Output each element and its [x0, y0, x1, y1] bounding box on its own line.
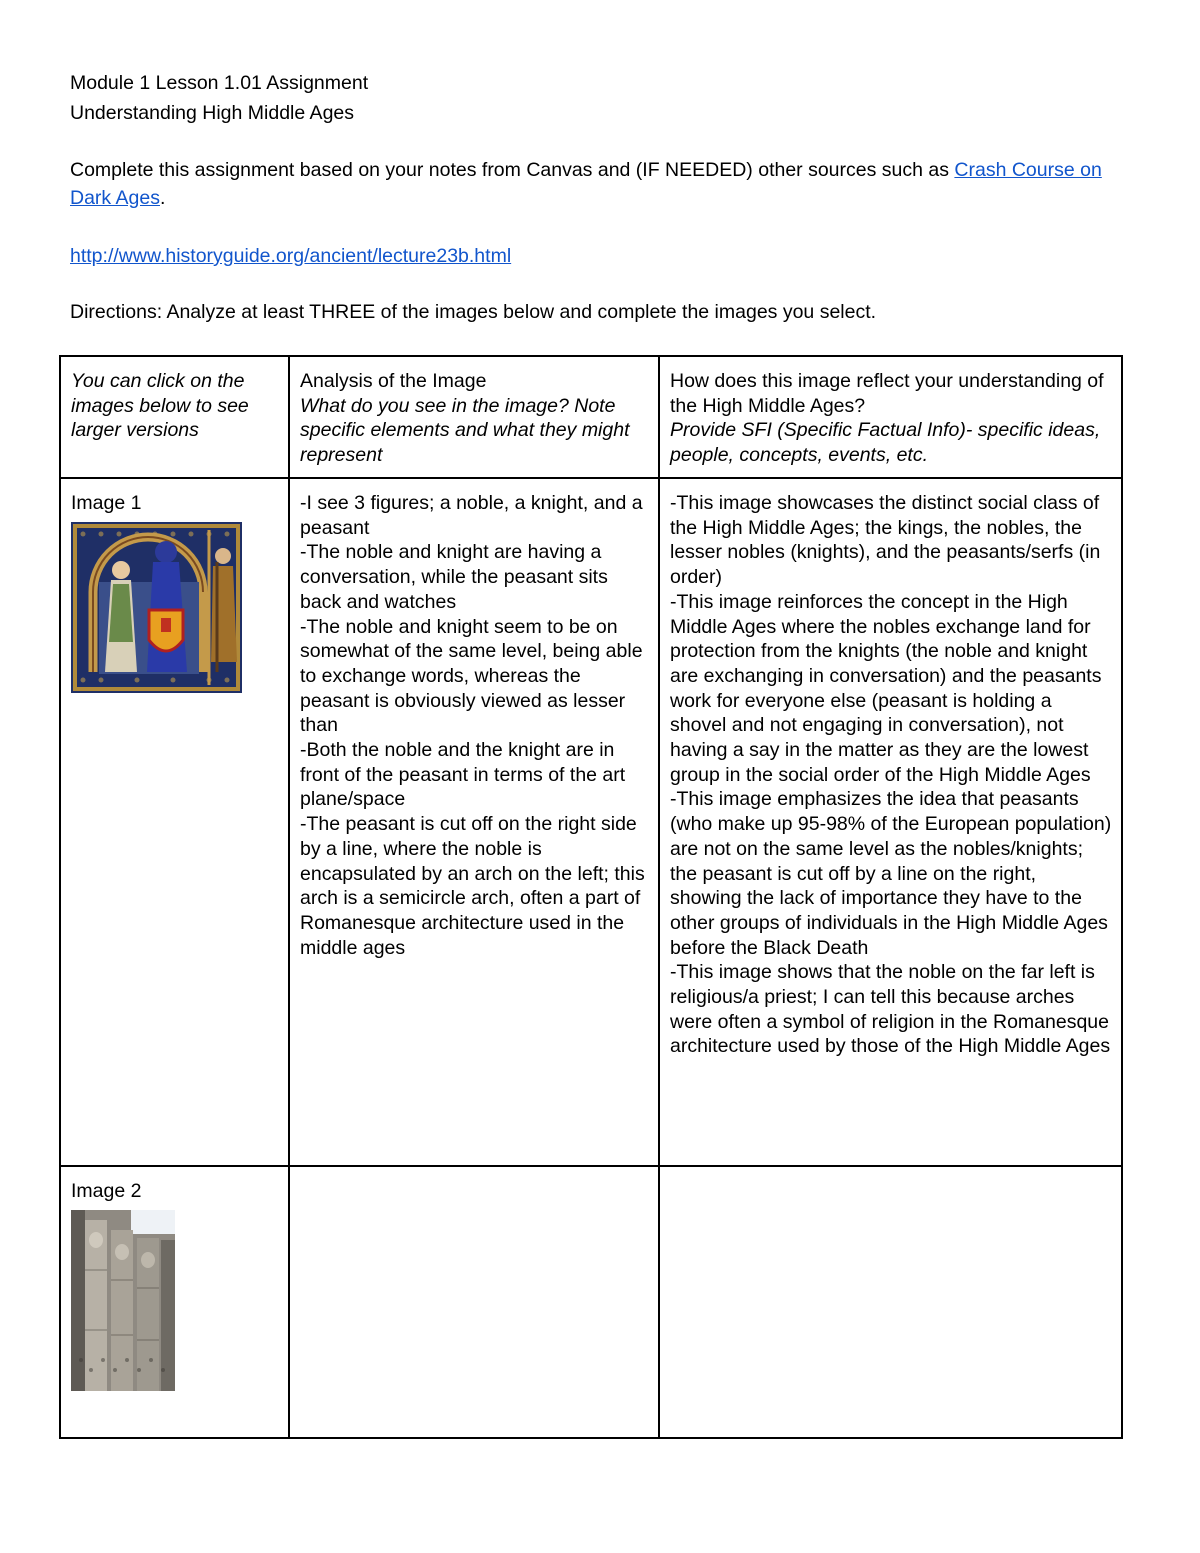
crash-course-link[interactable]: Crash Course on Dark Ages [70, 159, 1102, 209]
historyguide-link[interactable]: http://www.historyguide.org/ancient/lecture23b.html [70, 245, 512, 267]
header-col2-sub: What do you see in the image? Note specific elements and what they might represent [300, 394, 630, 467]
intro-paragraph [70, 156, 1120, 212]
row2-label: Image 2 [71, 1180, 142, 1202]
doc-title: Module 1 Lesson 1.01 Assignment [70, 72, 369, 94]
row1-analysis-line: -I see 3 figures; a noble, a knight, and a peasant [300, 492, 643, 539]
assignment-table [59, 355, 1123, 1439]
header-col2 [289, 356, 659, 478]
header-col3-title: How does this image reflect your understanding of the High Middle Ages? [670, 370, 1104, 417]
row1-label-cell [60, 478, 289, 1166]
row1-analysis-line: -The noble and knight are having a conversation, while the peasant sits back and watches [300, 541, 608, 613]
table-row [60, 478, 1122, 1166]
url-line [70, 242, 511, 270]
image-2-thumbnail[interactable] [71, 1210, 175, 1391]
row2-analysis-cell[interactable] [289, 1166, 659, 1438]
row2-reflection-cell[interactable] [659, 1166, 1122, 1438]
intro-text: Complete this assignment based on your notes from Canvas and (IF NEEDED) other sources such as [70, 159, 955, 181]
header-col3-sub: Provide SFI (Specific Factual Info)- specific ideas, people, concepts, events, etc. [670, 419, 1101, 467]
row1-analysis-cell [289, 478, 659, 1166]
header-col1 [60, 356, 289, 478]
row1-reflection-line: -This image reinforces the concept in the High Middle Ages where the nobles exchange land for protection from the knights (the noble and knight are exchanging in conversation) and the peasants work for everyone else (peasant is holding a shovel and not engaging in conversation), not having a say in the matter as they are the lowest group in the social order of the High Middle Ages [670, 590, 1102, 786]
row2-label-cell [60, 1166, 289, 1438]
row1-analysis-line: -The noble and knight seem to be on somewhat of the same level, being able to exchange words, whereas the peasant is obviously viewed as lesser than [300, 615, 643, 737]
row1-label: Image 1 [71, 492, 142, 514]
header-col3 [659, 356, 1122, 478]
header-col1-text: You can click on the images below to see larger versions [71, 370, 249, 442]
table-row [60, 1166, 1122, 1438]
doc-subtitle: Understanding High Middle Ages [70, 102, 355, 124]
row1-analysis-line: -Both the noble and the knight are in front of the peasant in terms of the art plane/space [300, 739, 626, 811]
header-col2-title: Analysis of the Image [300, 370, 487, 392]
row1-reflection-line: -This image showcases the distinct social class of the High Middle Ages; the kings, the nobles, the lesser nobles (knights), and the peasants/serfs (in order) [670, 492, 1101, 589]
row1-reflection-cell [659, 478, 1122, 1166]
row1-reflection-line: -This image shows that the noble on the far left is religious/a priest; I can tell this because arches were often a symbol of religion in the Romanesque architecture used by those of the High Middle Ages [670, 961, 1111, 1058]
image-1-thumbnail[interactable] [71, 522, 242, 693]
table-header-row [60, 356, 1122, 478]
row1-reflection-line: -This image emphasizes the idea that peasants (who make up 95-98% of the European population) are not on the same level as the nobles/knights; the peasant is cut off by a line on the right, showing the lack of importance they have to the other groups of individuals in the High Middle Ages before the Black Death [670, 788, 1112, 959]
directions: Directions: Analyze at least THREE of the images below and complete the images you select. [70, 301, 877, 323]
intro-end: . [159, 187, 166, 209]
row1-analysis-line: -The peasant is cut off on the right side by a line, where the noble is encapsulated by an arch on the left; this arch is a semicircle arch, often a part of Romanesque architecture used in the middle ages [300, 813, 645, 959]
